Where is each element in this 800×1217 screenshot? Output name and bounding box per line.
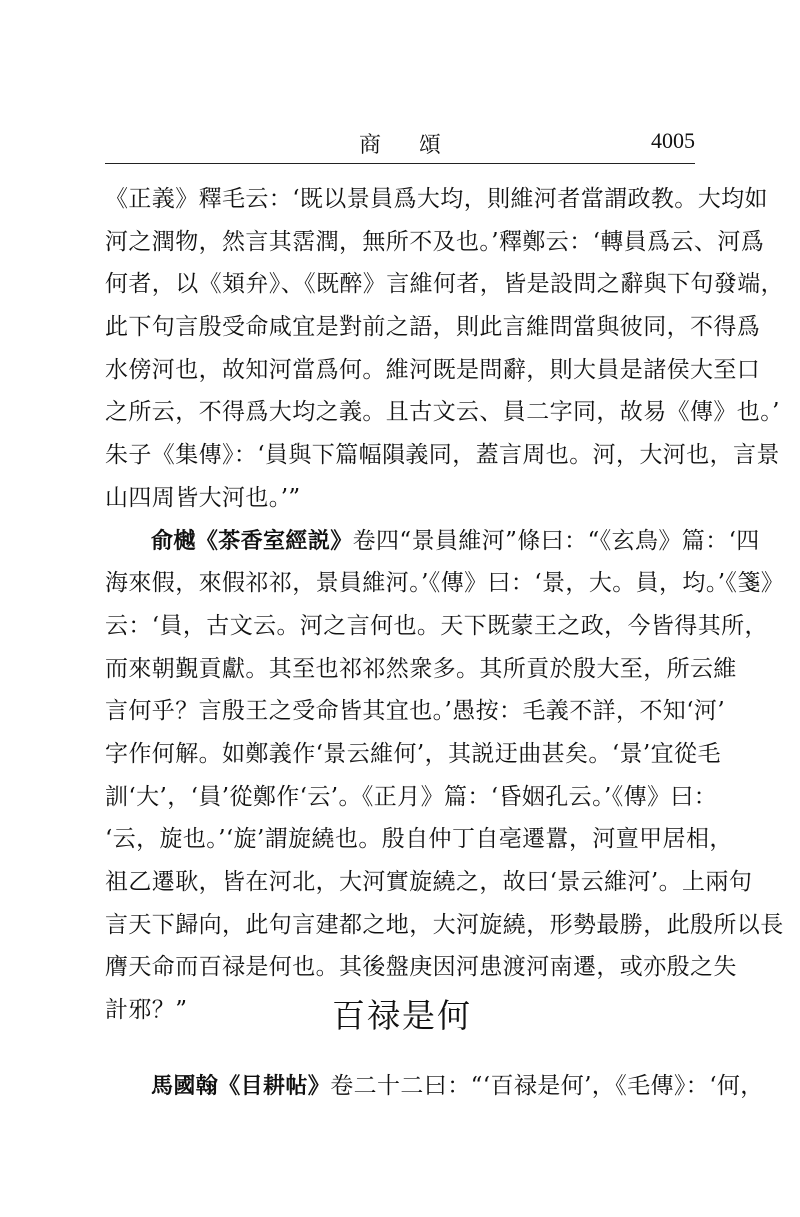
- text-span: 卷四“景員維河”條曰：“《玄鳥》篇：‘四: [352, 527, 760, 554]
- text-line: 山四周皆大河也。’”: [105, 484, 301, 511]
- text-line: 祖乙遷耿，皆在河北，大河實旋繞之，故曰‘景云維河’。上兩句: [105, 869, 753, 895]
- text-line: 計邪？”: [105, 997, 188, 1024]
- body-text: [105, 178, 785, 1032]
- header-rule: [105, 163, 695, 164]
- text-span: 卷二十二曰：“‘百禄是何’，《毛傳》：‘何，: [330, 1073, 764, 1099]
- text-line: 水傍河也，故知河當爲何。維河既是問辭，則大員是諸侯大至口: [105, 356, 761, 383]
- text-line: 言天下歸向，此句言建都之地，大河旋繞，形勢最勝，此殷所以長: [105, 911, 784, 938]
- final-paragraph: [105, 1065, 764, 1108]
- text-line: 膺天命而百禄是何也。其後盤庚因河患渡河南遷，或亦殷之失: [105, 954, 737, 981]
- text-line: 何者，以《頍弁》、《既醉》言維何者，皆是設問之辭與下句發端，: [105, 271, 784, 298]
- text-line: ‘云，旋也。’‘旋’謂旋繞也。殷自仲丁自亳遷囂，河亶甲居相，: [105, 826, 733, 853]
- paragraph-first-line: [105, 1065, 764, 1108]
- work-title: 《茶香室經説》: [195, 528, 353, 554]
- text-line: 云：‘員，古文云。河之言何也。天下既蒙王之政，今皆得其所，: [105, 612, 768, 639]
- running-title: 商頌: [358, 133, 479, 158]
- section-title: 百禄是何: [332, 996, 472, 1035]
- text-line: 海來假，來假祁祁，景員維河。’《傳》曰：‘景，大。員，均。’《箋》: [105, 570, 785, 597]
- text-line: 言何乎？言殷王之受命皆其宜也。’愚按：毛義不詳，不知‘河’: [105, 698, 726, 725]
- text-line: 而來朝覲貢獻。其至也祁祁然衆多。其所貢於殷大至，所云維: [105, 655, 737, 682]
- text-line: 《正義》釋毛云：‘既以景員爲大均，則維河者當謂政教。大均如: [105, 186, 768, 212]
- author-name: 俞樾: [151, 528, 196, 554]
- text-line: 河之潤物，然言其霑潤，無所不及也。’釋鄭云：‘轉員爲云、河爲: [105, 228, 765, 255]
- running-header: [105, 128, 695, 162]
- work-title: 《目耕帖》: [218, 1074, 331, 1099]
- text-line: 此下句言殷受命咸宜是對前之語，則此言維問當與彼同，不得爲: [105, 314, 761, 341]
- author-name: 馬國翰: [151, 1074, 219, 1099]
- text-line: 字作何解。如鄭義作‘景云維何’，其説迂曲甚矣。‘景’宜從毛: [105, 740, 721, 767]
- text-line: 之所云，不得爲大均之義。且古文云、員二字同，故易《傳》也。’: [105, 399, 780, 426]
- text-line: 朱子《集傳》：‘員與下篇幅隕義同，蓋言周也。河，大河也，言景: [105, 442, 780, 469]
- page-number: 4005: [651, 128, 695, 153]
- text-line: 訓‘大’，‘員’從鄭作‘云’。《正月》篇：‘昏姻孔云。’《傳》曰：: [105, 783, 718, 810]
- paragraph-first-line: [105, 520, 760, 563]
